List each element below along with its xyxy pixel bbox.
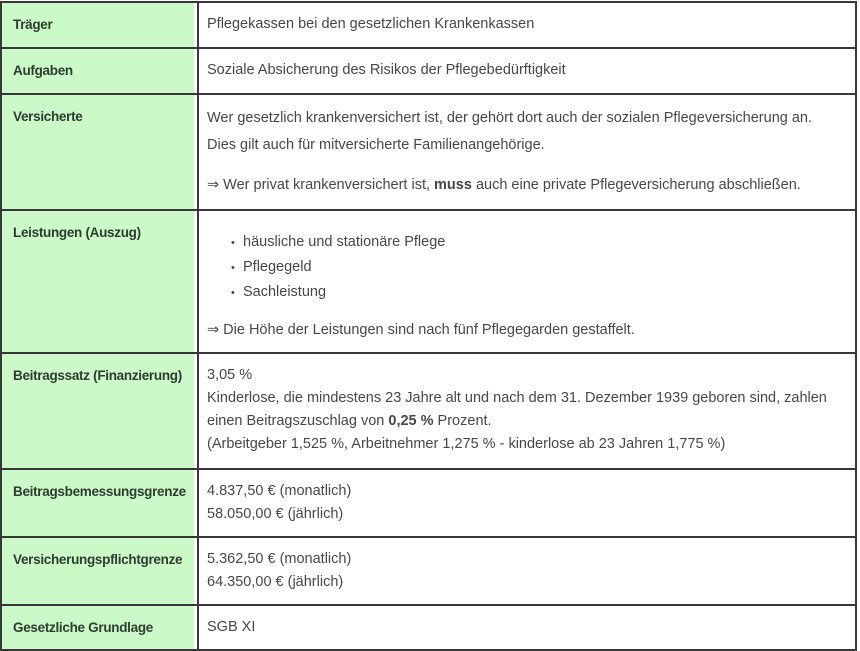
table-row (1, 2, 856, 48)
row-content (198, 94, 856, 210)
bullet-item: • Pflegegeld (243, 256, 845, 278)
bullet-item: • Sachleistung (243, 281, 845, 303)
bold-text: muss (434, 177, 472, 193)
table-row (1, 48, 856, 94)
spacer (207, 306, 845, 319)
row-label: Versicherte (1, 94, 198, 210)
content-line (207, 433, 845, 456)
row-label: Gesetzliche Grundlage (1, 605, 198, 650)
content-line (207, 319, 845, 342)
bold-text: 0,25 % (388, 413, 434, 429)
content-line (207, 480, 845, 503)
content-line (207, 105, 845, 159)
text-segment: 5.362,50 € (monatlich) (207, 551, 352, 567)
row-label: Beitragsbemessungsgrenze (1, 469, 198, 537)
text-segment: Pflegekassen bei den gesetzlichen Krankenkassen (207, 16, 535, 32)
table-row (1, 353, 856, 469)
text-segment: ⇒ Die Höhe der Leistungen sind nach fünf Pflegegarden gestaffelt. (207, 322, 635, 338)
row-label: Träger (1, 2, 198, 48)
row-content (198, 210, 856, 353)
text-segment: Kinderlose, die mindestens 23 Jahre alt und nach dem 31. Dezember 1939 geboren sind, zahlen einen Beitragszuschlag von (207, 390, 827, 429)
text-segment: (Arbeitgeber 1,525 %, Arbeitnehmer 1,275 % - kinderlose ab 23 Jahren 1,775 %) (207, 436, 726, 452)
row-label: Leistungen (Auszug) (1, 210, 198, 353)
text-segment: Soziale Absicherung des Risikos der Pflegebedürftigkeit (207, 62, 566, 78)
text-segment: ⇒ Wer privat krankenversichert ist, (207, 177, 435, 193)
text-segment: 4.837,50 € (monatlich) (207, 483, 352, 499)
table-row (1, 605, 856, 650)
row-label: Versicherungspflichtgrenze (1, 537, 198, 605)
text-segment: 58.050,00 € (jährlich) (207, 506, 344, 522)
table-body (1, 2, 856, 650)
content-line (207, 387, 845, 433)
text-segment: SGB XI (207, 619, 256, 635)
content-line (207, 548, 845, 571)
row-label: Aufgaben (1, 48, 198, 94)
content-line (207, 364, 845, 387)
table-row (1, 94, 856, 210)
row-content (198, 605, 856, 650)
text-segment: Prozent. (433, 413, 492, 429)
pflegeversicherung-table (0, 1, 857, 651)
row-content (198, 469, 856, 537)
text-segment: Wer gesetzlich krankenversichert ist, der gehört dort auch der sozialen Pflegeversicherung an. Dies gilt auch für mitversicherte Familienangehörige. (207, 110, 813, 153)
table-row (1, 537, 856, 605)
bullet-item: • häusliche und stationäre Pflege (243, 231, 845, 253)
content-line (207, 13, 845, 36)
content-line (207, 59, 845, 82)
row-content (198, 353, 856, 469)
text-segment: 64.350,00 € (jährlich) (207, 574, 344, 590)
spacer (207, 159, 845, 172)
bullet-list (207, 231, 845, 303)
content-line (207, 503, 845, 526)
content-line (207, 172, 845, 199)
row-content (198, 537, 856, 605)
row-content (198, 2, 856, 48)
table-row (1, 469, 856, 537)
row-content (198, 48, 856, 94)
row-label: Beitragssatz (Finanzierung) (1, 353, 198, 469)
content-line (207, 571, 845, 594)
text-segment: 3,05 % (207, 367, 253, 383)
text-segment: auch eine private Pflegeversicherung abschließen. (471, 177, 801, 193)
table-row (1, 210, 856, 353)
